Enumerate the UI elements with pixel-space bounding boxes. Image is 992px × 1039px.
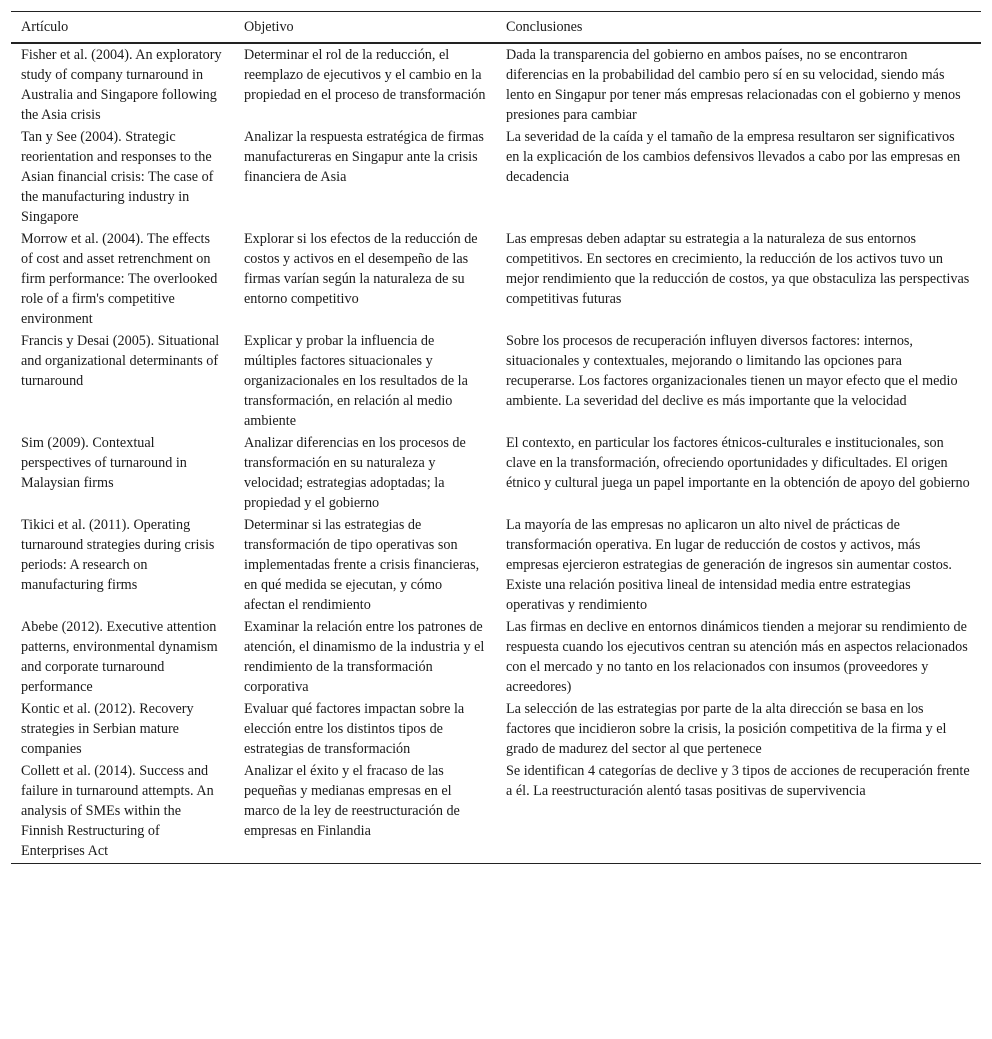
cell-objetivo: Determinar el rol de la reducción, el reemplazo de ejecutivos y el cambio en la propiedad en el proceso de transformación [244, 47, 486, 103]
table-row [11, 432, 981, 514]
table-row [11, 126, 981, 228]
header-row [11, 12, 981, 44]
cell-articulo: Sim (2009). Contextual perspectives of turnaround in Malaysian firms [21, 435, 187, 491]
table-row [11, 43, 981, 126]
header-objetivo: Objetivo [244, 19, 294, 35]
cell-articulo: Abebe (2012). Executive attention patterns, environmental dynamism and corporate turnaround performance [21, 619, 218, 695]
cell-conclusiones: La selección de las estrategias por parte de la alta dirección se basa en los factores que incidieron sobre la crisis, la posición competitiva de la firma y el grado de madurez del sector al que pertenece [506, 701, 947, 757]
cell-articulo: Tikici et al. (2011). Operating turnaround strategies during crisis periods: A research on manufacturing firms [21, 517, 215, 593]
cell-articulo: Kontic et al. (2012). Recovery strategies in Serbian mature companies [21, 701, 194, 757]
cell-objetivo: Explicar y probar la influencia de múltiples factores situacionales y organizacionales en los resultados de la transformación, en relación al medio ambiente [244, 333, 468, 429]
table-row [11, 760, 981, 864]
cell-objetivo: Determinar si las estrategias de transformación de tipo operativas son implementadas frente a crisis financieras, en qué medida se ejecutan, y cómo afectan el rendimiento [244, 517, 480, 613]
literature-table [11, 11, 981, 864]
header-conclusiones: Conclusiones [506, 19, 583, 35]
cell-articulo: Collett et al. (2014). Success and failure in turnaround attempts. An analysis of SMEs within the Finnish Restructuring of Enterprises Act [21, 763, 214, 859]
literature-table-container [11, 11, 981, 864]
table-row [11, 228, 981, 330]
cell-conclusiones: Las empresas deben adaptar su estrategia a la naturaleza de sus entornos competitivos. En sectores en crecimiento, la reducción de los activos tuvo un mejor rendimiento que la reducción de costos, ya que obstaculiza las perspectivas competitivas futuras [506, 231, 970, 307]
cell-conclusiones: Sobre los procesos de recuperación influyen diversos factores: internos, situacionales y contextuales, mejorando o limitando las opciones para recuperarse. Los factores organizacionales tienen un mayor efecto que el medio ambiente. La severidad del declive es más importante que la velocidad [506, 333, 958, 409]
cell-objetivo: Evaluar qué factores impactan sobre la elección entre los distintos tipos de estrategias de transformación [244, 701, 465, 757]
cell-conclusiones: La mayoría de las empresas no aplicaron un alto nivel de prácticas de transformación operativa. En lugar de reducción de costos y activos, más empresas ejercieron estrategias de generación de ingresos sin aumentar costos. Existe una relación positiva lineal de intensidad media entre estrategias operativas y rendimiento [506, 517, 952, 613]
cell-objetivo: Analizar la respuesta estratégica de firmas manufactureras en Singapur ante la crisis financiera de Asia [244, 129, 484, 185]
table-row [11, 698, 981, 760]
cell-conclusiones: Se identifican 4 categorías de declive y 3 tipos de acciones de recuperación frente a él. La reestructuración alentó tasas positivas de supervivencia [506, 763, 970, 799]
table-row [11, 514, 981, 616]
cell-conclusiones: Las firmas en declive en entornos dinámicos tienden a mejorar su rendimiento de respuesta cuando los ejecutivos centran su atención más en aspectos relacionados con el mercado y no tanto en los relacionados con insumos (proveedores y acreedores) [506, 619, 968, 695]
cell-objetivo: Analizar el éxito y el fracaso de las pequeñas y medianas empresas en el marco de la ley de reestructuración de empresas en Finlandia [244, 763, 460, 839]
cell-articulo: Morrow et al. (2004). The effects of cost and asset retrenchment on firm performance: The overlooked role of a firm's competitive environment [21, 231, 218, 327]
cell-conclusiones: La severidad de la caída y el tamaño de la empresa resultaron ser significativos en la explicación de los cambios defensivos llevados a cabo por las empresas en decadencia [506, 129, 961, 185]
table-row [11, 616, 981, 698]
cell-conclusiones: El contexto, en particular los factores étnicos-culturales e institucionales, son clave en la transformación, ofreciendo oportunidades y dificultades. El origen étnico y cultural juega un papel importante en la obtención de apoyo del gobierno [506, 435, 970, 491]
cell-conclusiones: Dada la transparencia del gobierno en ambos países, no se encontraron diferencias en la probabilidad del cambio pero sí en su velocidad, siendo más lento en Singapur por tener más empresas relacionadas con el gobierno y menos presiones para cambiar [506, 47, 961, 123]
cell-articulo: Francis y Desai (2005). Situational and organizational determinants of turnaround [21, 333, 220, 389]
cell-objetivo: Analizar diferencias en los procesos de transformación en su naturaleza y velocidad; estrategias adoptadas; la propiedad y el gobierno [244, 435, 466, 511]
cell-articulo: Tan y See (2004). Strategic reorientation and responses to the Asian financial crisis: The case of the manufacturing industry in Singapore [21, 129, 214, 225]
header-articulo: Artículo [21, 19, 69, 35]
cell-objetivo: Examinar la relación entre los patrones de atención, el dinamismo de la industria y el rendimiento de la transformación corporativa [244, 619, 485, 695]
cell-articulo: Fisher et al. (2004). An exploratory study of company turnaround in Australia and Singapore following the Asia crisis [21, 47, 222, 123]
cell-objetivo: Explorar si los efectos de la reducción de costos y activos en el desempeño de las firmas varían según la naturaleza de su entorno competitivo [244, 231, 478, 307]
table-row [11, 330, 981, 432]
